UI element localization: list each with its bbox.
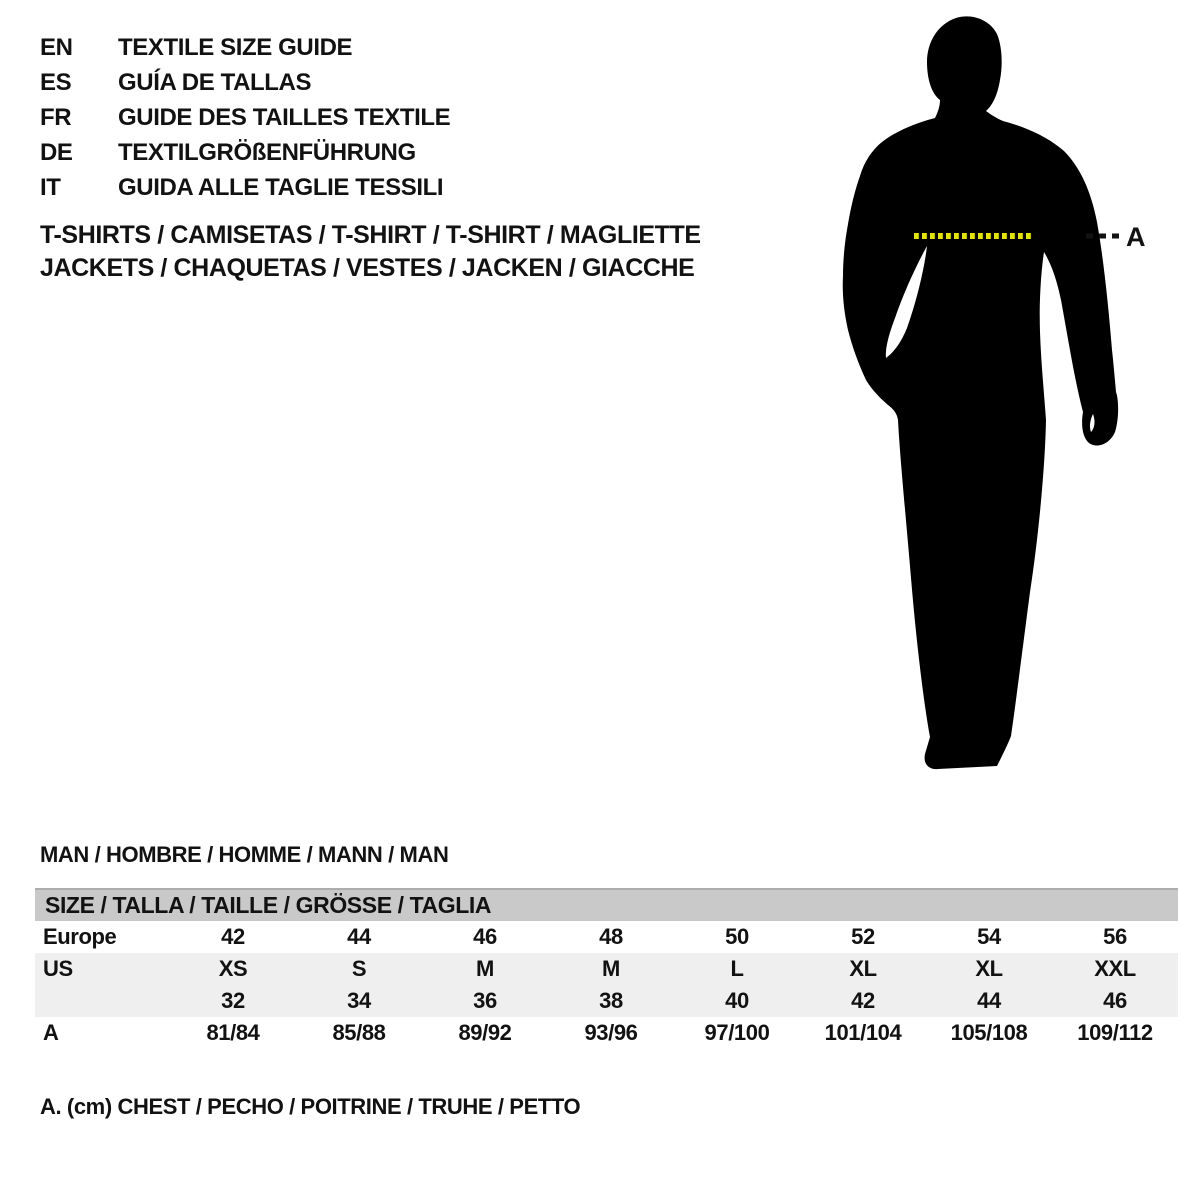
category-line-tshirts: T-SHIRTS / CAMISETAS / T-SHIRT / T-SHIRT / MAGLIETTE (40, 221, 701, 249)
size-cell: M (476, 956, 494, 981)
table-row-europe (35, 921, 1178, 953)
size-cell: 40 (725, 988, 749, 1013)
size-cell: L (730, 956, 744, 981)
man-silhouette-figure (830, 0, 1200, 800)
size-cell: 34 (347, 988, 371, 1013)
table-row-chest-cm (35, 1017, 1178, 1049)
table-row-numeric (35, 985, 1178, 1017)
category-line-jackets: JACKETS / CHAQUETAS / VESTES / JACKEN / GIACCHE (40, 254, 695, 282)
size-cell: 36 (473, 988, 497, 1013)
measurement-footnote: A. (cm) CHEST / PECHO / POITRINE / TRUHE / PETTO (40, 1094, 581, 1119)
language-row-de (40, 135, 450, 170)
language-row-it (40, 170, 450, 205)
size-cell: 85/88 (332, 1020, 386, 1045)
size-cell: 44 (977, 988, 1001, 1013)
measure-label-a: A (1126, 222, 1146, 252)
size-cell: XS (218, 956, 248, 981)
size-cell: M (602, 956, 620, 981)
size-cell: 93/96 (584, 1020, 638, 1045)
size-cell: 46 (1103, 988, 1127, 1013)
size-cell: XL (975, 956, 1003, 981)
size-table (35, 888, 1178, 1049)
language-title: GUIDE DES TAILLES TEXTILE (118, 103, 451, 131)
size-cell: 54 (977, 924, 1001, 949)
size-cell: 42 (851, 988, 875, 1013)
language-code: FR (40, 103, 72, 131)
size-cell: 105/108 (950, 1020, 1028, 1045)
language-code: EN (40, 33, 73, 61)
size-cell: 89/92 (458, 1020, 512, 1045)
size-cell: 109/112 (1077, 1020, 1153, 1045)
language-row-es (40, 65, 450, 100)
garment-categories (40, 219, 701, 285)
size-cell: S (351, 956, 367, 981)
size-cell: 46 (473, 924, 497, 949)
size-cell: 44 (347, 924, 371, 949)
size-cell: 56 (1103, 924, 1127, 949)
size-cell: 38 (599, 988, 623, 1013)
language-code: DE (40, 138, 73, 166)
language-code: IT (40, 173, 61, 201)
size-cell: 32 (221, 988, 245, 1013)
size-cell: XXL (1094, 956, 1136, 981)
row-label: US (43, 956, 73, 981)
size-cell: XL (849, 956, 877, 981)
language-row-en (40, 30, 450, 65)
size-table-header: SIZE / TALLA / TAILLE / GRÖSSE / TAGLIA (35, 888, 1178, 921)
size-cell: 42 (221, 924, 245, 949)
size-cell: 52 (851, 924, 875, 949)
language-title: TEXTILGRÖßENFÜHRUNG (118, 138, 416, 166)
row-label: Europe (43, 924, 117, 949)
row-label: A (43, 1020, 59, 1045)
size-cell: 101/104 (824, 1020, 902, 1045)
size-cell: 81/84 (206, 1020, 260, 1045)
man-silhouette (843, 16, 1118, 769)
table-row-us (35, 953, 1178, 985)
size-cell: 48 (599, 924, 623, 949)
language-title: TEXTILE SIZE GUIDE (118, 33, 353, 61)
language-row-fr (40, 100, 450, 135)
size-cell: 50 (725, 924, 749, 949)
language-code: ES (40, 68, 72, 96)
language-title: GUIDA ALLE TAGLIE TESSILI (118, 173, 444, 201)
language-title: GUÍA DE TALLAS (118, 68, 312, 96)
language-list (40, 30, 450, 205)
size-cell: 97/100 (704, 1020, 770, 1045)
section-title-man: MAN / HOMBRE / HOMME / MANN / MAN (40, 842, 449, 867)
